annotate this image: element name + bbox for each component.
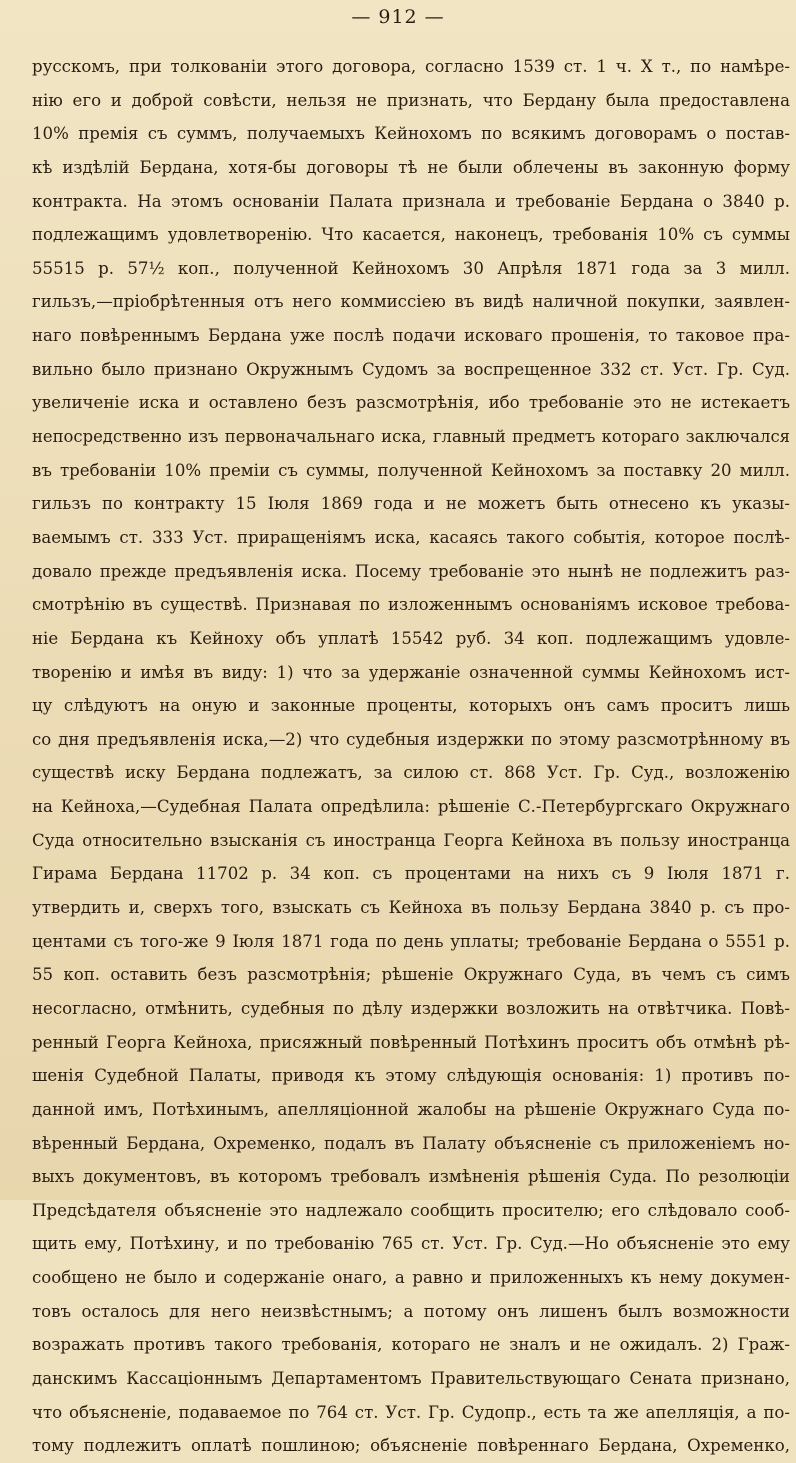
text-line: вѣренный Бердана, Охременко, подалъ въ Палату объясненіе съ приложеніемъ но- [32,1133,790,1153]
text-line: увеличеніе иска и оставлено безъ разсмотрѣнія, ибо требованіе это не истекаетъ [32,393,790,413]
text-line: тому подлежитъ оплатѣ пошлиною; объясненіе повѣреннаго Бердана, Охременко, [32,1436,790,1456]
text-line: кѣ издѣлій Бердана, хотя-бы договоры тѣ не были облечены въ законную форму [32,157,790,177]
text-line: щить ему, Потѣхину, и по требованію 765 ст. Уст. Гр. Суд.—Но объясненіе это ему [32,1234,790,1254]
text-line: контракта. На этомъ основаніи Палата признала и требованіе Бердана о 3840 р. [32,191,790,211]
text-line: гильзъ по контракту 15 Іюля 1869 года и не можетъ быть отнесено къ указы- [32,494,790,514]
text-line: что объясненіе, подаваемое по 764 ст. Уст. Гр. Судопр., есть та же апелляція, а по- [32,1402,790,1422]
text-line: центами съ того-же 9 Іюля 1871 года по день уплаты; требованіе Бердана о 5551 р. [32,931,790,951]
text-line: существѣ иску Бердана подлежатъ, за силою ст. 868 Уст. Гр. Суд., возложенію [32,763,790,783]
text-line: Гирама Бердана 11702 р. 34 коп. съ процентами на нихъ съ 9 Іюля 1871 г. [32,864,790,884]
text-line: цу слѣдуютъ на оную и законные проценты, которыхъ онъ самъ проситъ лишь [32,696,790,716]
text-line: ніе Бердана къ Кейноху объ уплатѣ 15542 руб. 34 коп. подлежащимъ удовле- [32,628,790,648]
text-line: несогласно, отмѣнить, судебныя по дѣлу издержки возложить на отвѣтчика. Повѣ- [32,998,790,1018]
text-line: наго повѣреннымъ Бердана уже послѣ подачи исковаго прошенія, то таковое пра- [32,326,790,346]
text-line: утвердить и, сверхъ того, взыскать съ Кейноха въ пользу Бердана 3840 р. съ про- [32,898,790,918]
text-line: русскомъ, при толкованіи этого договора, согласно 1539 ст. 1 ч. X т., по намѣре- [32,57,790,76]
page-number: — 912 — [351,6,445,28]
text-line: данной имъ, Потѣхинымъ, апелляціонной жалобы на рѣшеніе Окружнаго Суда по- [32,1099,790,1119]
text-line: творенію и имѣя въ виду: 1) что за удержаніе означенной суммы Кейнохомъ ист- [32,662,790,682]
text-line: шенія Судебной Палаты, приводя къ этому слѣдующія основанія: 1) противъ по- [32,1066,790,1086]
text-line: сообщено не было и содержаніе онаго, а равно и приложенныхъ къ нему докумен- [32,1268,790,1288]
text-line: гильзъ,—пріобрѣтенныя отъ него коммиссіею въ видѣ наличной покупки, заявлен- [32,292,790,312]
text-line: ренный Георга Кейноха, присяжный повѣренный Потѣхинъ проситъ объ отмѣнѣ рѣ- [32,1032,790,1052]
text-line: на Кейноха,—Судебная Палата опредѣлила: рѣшеніе С.-Петербургскаго Окружнаго [32,797,790,817]
text-line: вильно было признано Окружнымъ Судомъ за воспрещенное 332 ст. Уст. Гр. Суд. [32,359,790,379]
text-line: со дня предъявленія иска,—2) что судебныя издержки по этому разсмотрѣнному въ [32,729,790,749]
text-line: Суда относительно взысканія съ иностранца Георга Кейноха въ пользу иностранца [32,830,790,850]
text-line: товъ осталось для него неизвѣстнымъ; а потому онъ лишенъ былъ возможности [32,1301,790,1321]
text-line: довало прежде предъявленія иска. Посему требованіе это нынѣ не подлежитъ раз- [32,561,790,581]
text-line: смотрѣнію въ существѣ. Признавая по изложеннымъ основаніямъ исковое требова- [32,595,790,615]
text-line: 10% премія съ суммъ, получаемыхъ Кейнохомъ по всякимъ договорамъ о постав- [32,124,790,144]
text-line: данскимъ Кассаціоннымъ Департаментомъ Правительствующаго Сената признано, [32,1368,790,1388]
text-line: подлежащимъ удовлетворенію. Что касается, наконецъ, требованія 10% съ суммы [32,225,790,245]
text-line: возражать противъ такого требованія, котораго не зналъ и не ожидалъ. 2) Граж- [32,1335,790,1355]
text-line: нію его и доброй совѣсти, нельзя не признать, что Бердану была предоставлена [32,90,790,110]
text-line: ваемымъ ст. 333 Уст. приращеніямъ иска, касаясь такого событія, которое послѣ- [32,527,790,547]
text-line: 55515 р. 57½ коп., полученной Кейнохомъ 30 Апрѣля 1871 года за 3 милл. [32,258,790,278]
text-line: Предсѣдателя объясненіе это надлежало сообщить просителю; его слѣдовало сооб- [32,1200,790,1220]
text-line: выхъ документовъ, въ которомъ требовалъ измѣненія рѣшенія Суда. По резолюціи [32,1167,790,1187]
text-line: въ требованіи 10% преміи съ суммы, полученной Кейнохомъ за поставку 20 милл. [32,460,790,480]
body-text [32,50,790,1463]
text-line: непосредственно изъ первоначальнаго иска, главный предметъ котораго заключался [32,427,790,447]
text-line: 55 коп. оставить безъ разсмотрѣнія; рѣшеніе Окружнаго Суда, въ чемъ съ симъ [32,965,790,985]
